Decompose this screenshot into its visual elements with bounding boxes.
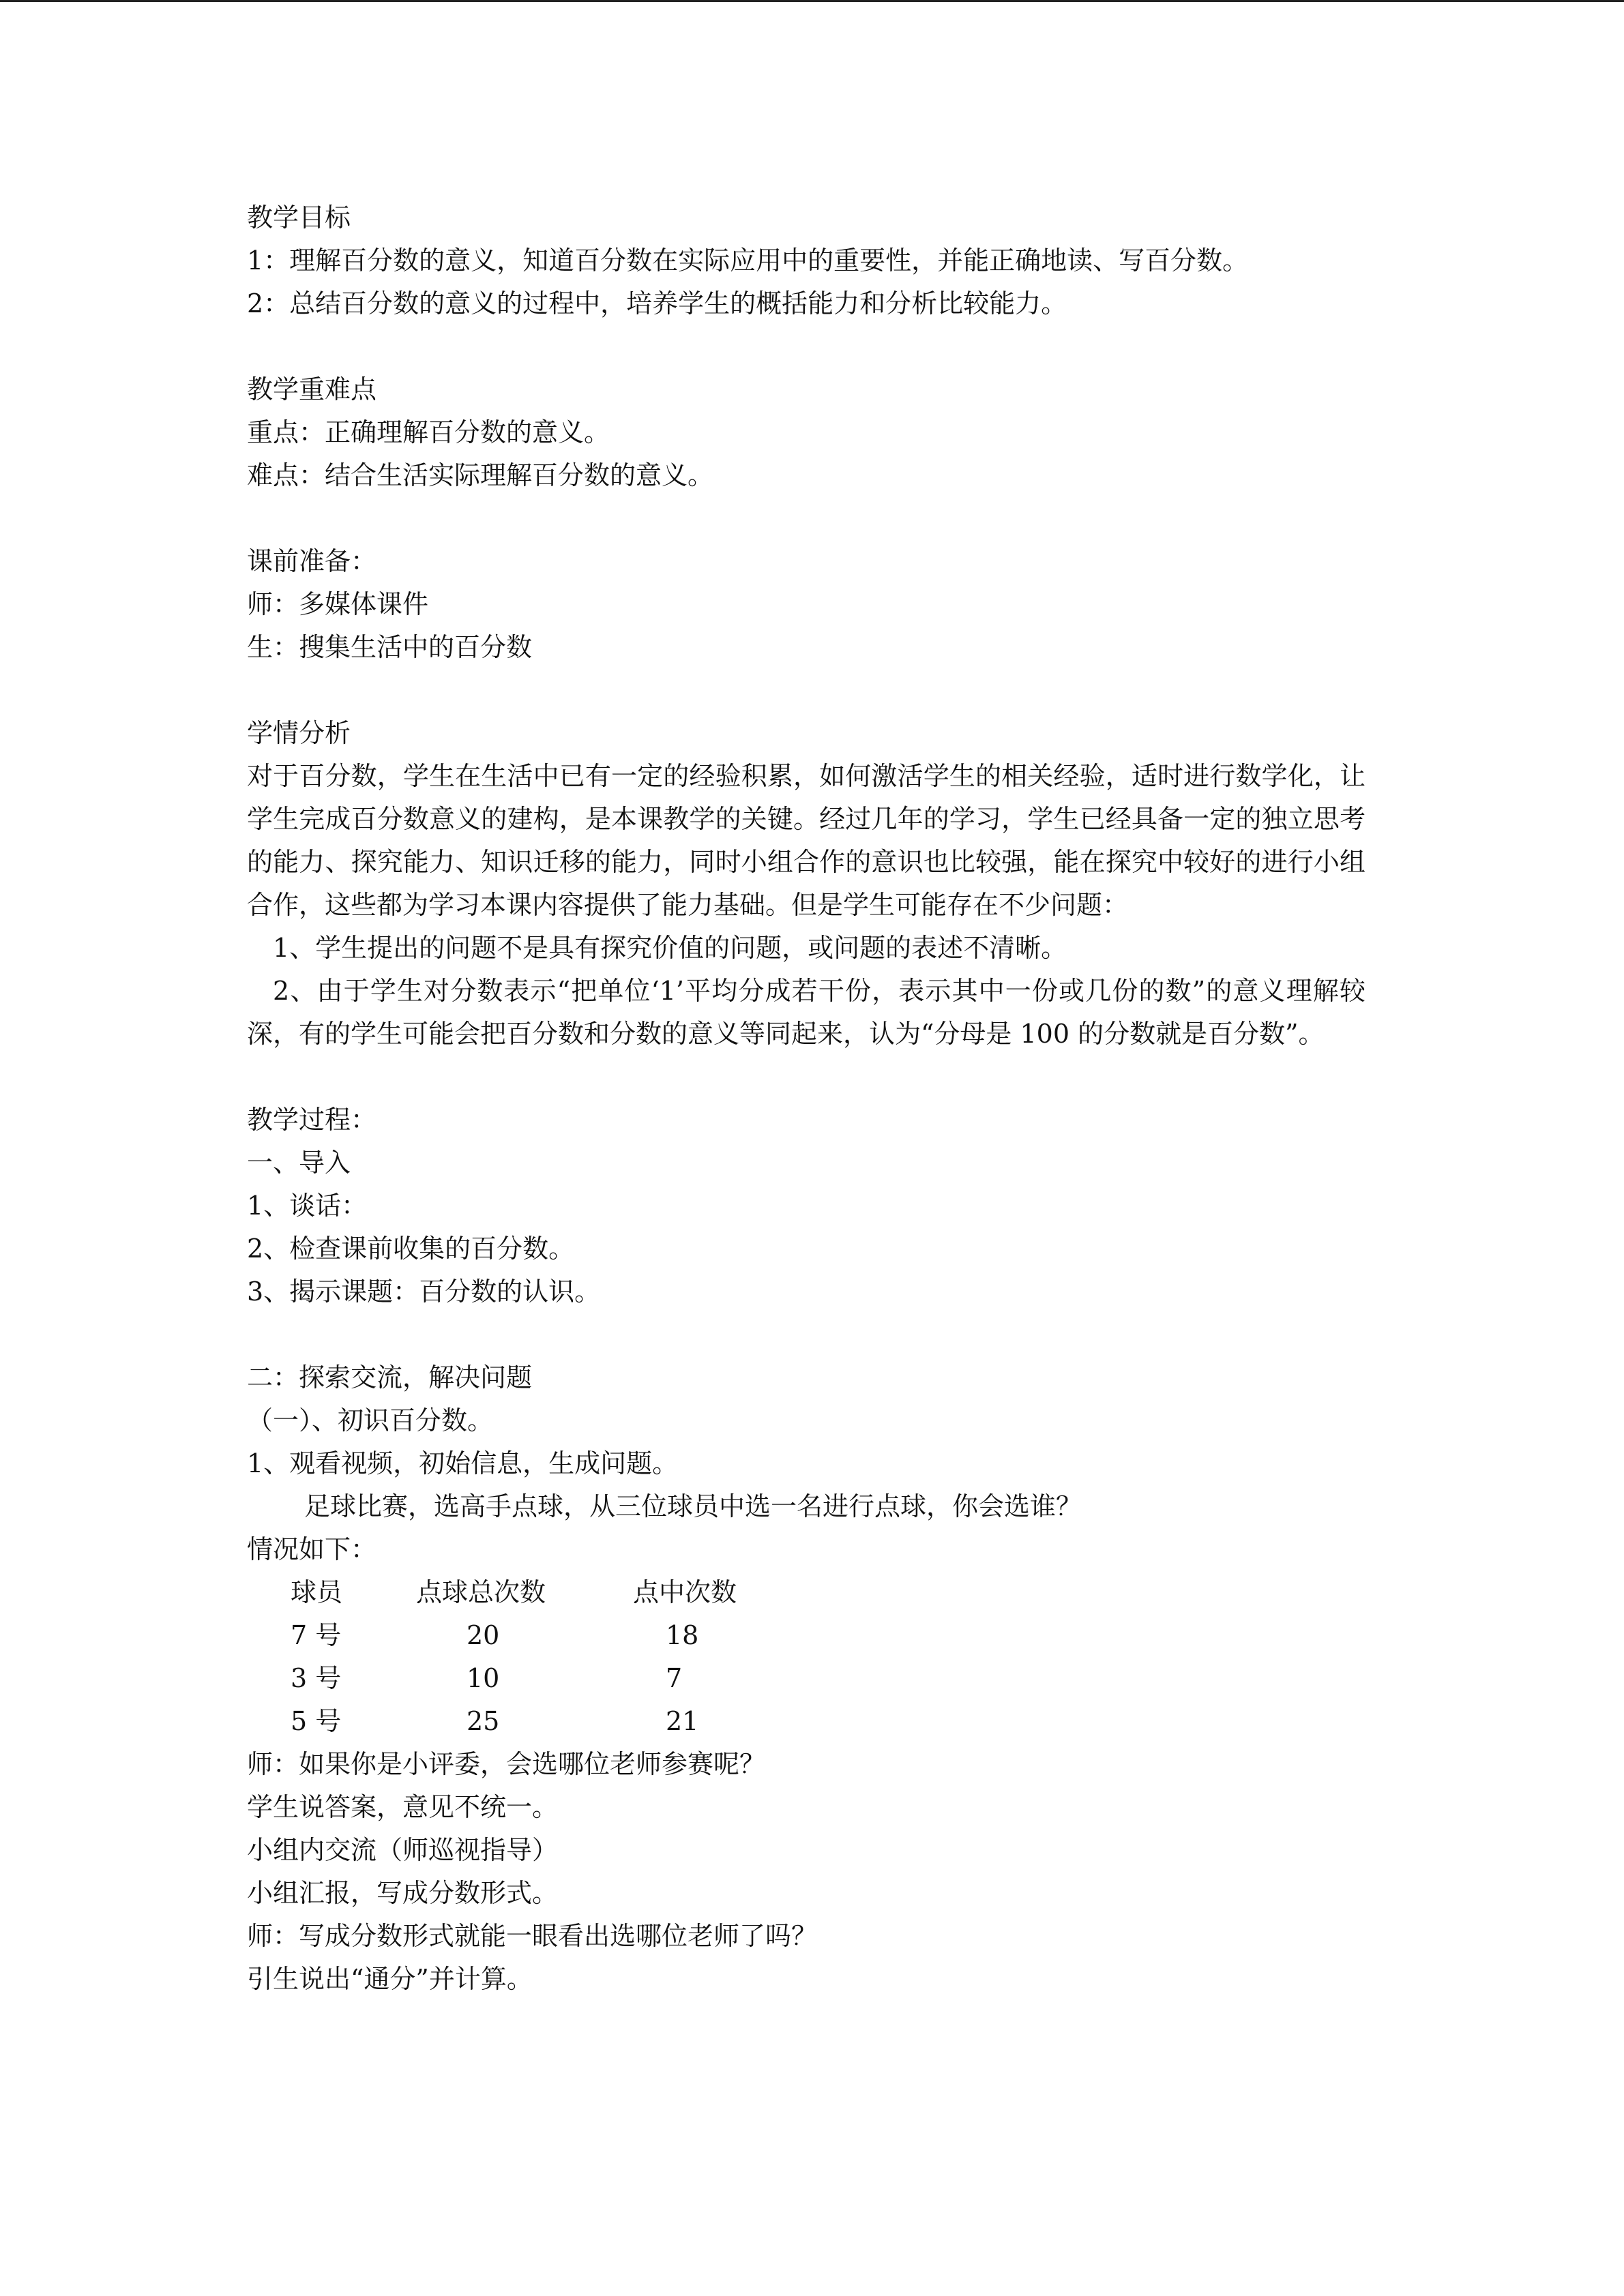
table-cell: 25 — [467, 1706, 500, 1736]
table-header-row — [247, 1571, 1365, 1614]
key-point-item: 重点：正确理解百分数的意义。 — [247, 417, 610, 447]
table-cell: 20 — [467, 1620, 500, 1650]
preparation-item: 师：多媒体课件 — [247, 589, 429, 619]
table-row — [247, 1700, 1365, 1743]
scenario-text: 足球比赛，选高手点球，从三位球员中选一名进行点球，你会选谁？ — [304, 1491, 1082, 1521]
table-cell: 18 — [666, 1620, 699, 1650]
table-header-cell: 点中次数 — [633, 1577, 737, 1607]
process-part-title: 一、导入 — [247, 1148, 351, 1178]
table-cell: 3 号 — [291, 1663, 342, 1693]
dialogue-line: 师：如果你是小评委，会选哪位老师参赛呢？ — [247, 1749, 766, 1779]
analysis-point: 1、学生提出的问题不是具有探究价值的问题，或问题的表述不清晰。 — [273, 933, 1067, 963]
table-cell: 7 号 — [291, 1620, 342, 1650]
section-heading-process: 教学过程： — [247, 1105, 377, 1135]
document-page — [247, 196, 1365, 2001]
table-row — [247, 1657, 1365, 1700]
section-heading-analysis: 学情分析 — [247, 718, 351, 748]
dialogue-line: 引生说出“通分”并计算。 — [247, 1964, 533, 1994]
table-row — [247, 1614, 1365, 1657]
section-heading-preparation: 课前准备： — [247, 546, 377, 576]
table-cell: 5 号 — [291, 1706, 342, 1736]
spacer — [247, 497, 1365, 540]
table-cell: 21 — [666, 1706, 699, 1736]
dialogue-line: 学生说答案，意见不统一。 — [247, 1792, 559, 1822]
objective-item: 1：理解百分数的意义，知道百分数在实际应用中的重要性，并能正确地读、写百分数。 — [247, 245, 1249, 275]
dialogue-line: 小组内交流（师巡视指导） — [247, 1835, 559, 1865]
step-item: 1、观看视频，初始信息，生成问题。 — [247, 1448, 679, 1478]
table-cell: 10 — [467, 1663, 500, 1693]
process-item: 2、检查课前收集的百分数。 — [247, 1234, 575, 1264]
dialogue-line: 小组汇报，写成分数形式。 — [247, 1878, 559, 1908]
table-cell: 7 — [666, 1663, 683, 1693]
objective-item: 2：总结百分数的意义的过程中，培养学生的概括能力和分析比较能力。 — [247, 288, 1067, 318]
section-heading-key-points: 教学重难点 — [247, 374, 377, 404]
analysis-point: 2、由于学生对分数表示“把单位‘1’平均分成若干份，表示其中一份或几份的数”的意义理解较深，有的学生可能会把百分数和分数的意义等同起来，认为“分母是 100 的分数就是百分数”。 — [247, 976, 1365, 1049]
spacer — [247, 325, 1365, 368]
situation-label: 情况如下： — [247, 1534, 377, 1564]
spacer — [247, 1056, 1365, 1099]
spacer — [247, 1313, 1365, 1356]
section-heading-objectives: 教学目标 — [247, 203, 351, 233]
table-header-cell: 球员 — [291, 1577, 343, 1607]
process-item: 1、谈话： — [247, 1191, 368, 1221]
subsection-title: （一）、初识百分数。 — [247, 1405, 494, 1435]
preparation-item: 生：搜集生活中的百分数 — [247, 632, 533, 662]
dialogue-line: 师：写成分数形式就能一眼看出选哪位老师了吗？ — [247, 1921, 818, 1951]
process-item: 3、揭示课题：百分数的认识。 — [247, 1277, 601, 1307]
table-header-cell: 点球总次数 — [416, 1577, 546, 1607]
spacer — [247, 669, 1365, 712]
analysis-paragraph: 对于百分数，学生在生活中已有一定的经验积累，如何激活学生的相关经验，适时进行数学化，让学生完成百分数意义的建构，是本课教学的关键。经过几年的学习，学生已经具备一定的独立思考的能力、探究能力、知识迁移的能力，同时小组合作的意识也比较强，能在探究中较好的进行小组合作，这些都为学习本课内容提供了能力基础。但是学生可能存在不少问题： — [247, 761, 1365, 920]
penalty-table — [247, 1571, 1365, 1743]
section-heading-explore: 二：探索交流，解决问题 — [247, 1362, 533, 1392]
page-top-border — [0, 0, 1624, 2]
key-point-item: 难点：结合生活实际理解百分数的意义。 — [247, 460, 714, 490]
